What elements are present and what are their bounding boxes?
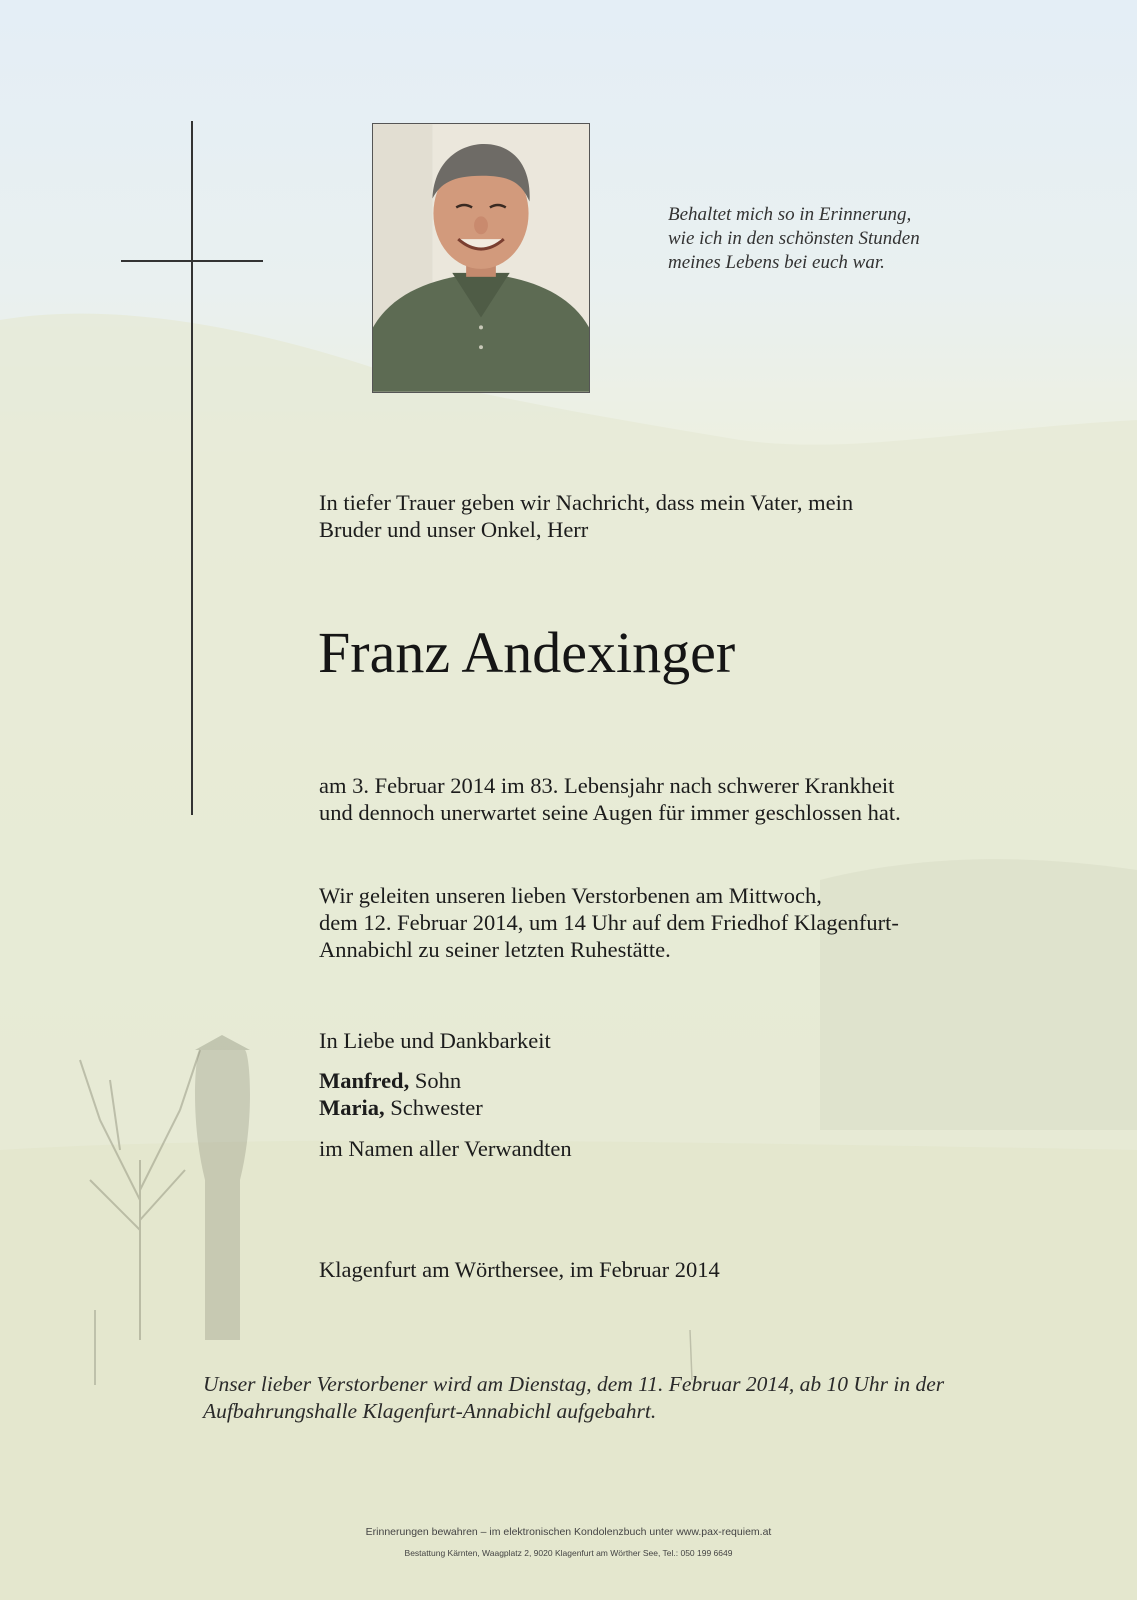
death-line: am 3. Februar 2014 im 83. Lebensjahr nach schwerer Krankheit xyxy=(319,773,895,798)
cross-vertical-bar xyxy=(191,121,193,815)
family-member-relation: Schwester xyxy=(384,1095,483,1120)
portrait-illustration xyxy=(373,124,589,392)
footer-funeral-home: Bestattung Kärnten, Waagplatz 2, 9020 Klagenfurt am Wörther See, Tel.: 050 199 6649 xyxy=(404,1548,733,1558)
cross-horizontal-bar xyxy=(121,260,263,262)
family-member-name: Manfred, xyxy=(319,1068,410,1093)
viewing-line: Unser lieber Verstorbener wird am Dienstag, dem 11. Februar 2014, ab 10 Uhr in der xyxy=(203,1372,945,1396)
family-member-relation: Sohn xyxy=(409,1068,462,1093)
relatives-line: im Namen aller Verwandten xyxy=(319,1136,572,1161)
intro-paragraph xyxy=(319,489,853,543)
footer-condolence-line: Erinnerungen bewahren – im elektronischen Kondolenzbuch unter www.pax-requiem.at xyxy=(365,1526,772,1538)
intro-line: In tiefer Trauer geben wir Nachricht, dass mein Vater, mein xyxy=(319,490,854,515)
funeral-line: Wir geleiten unseren lieben Verstorbenen am Mittwoch, xyxy=(319,883,822,908)
quote-line: wie ich in den schönsten Stunden xyxy=(668,228,920,249)
funeral-line: dem 12. Februar 2014, um 14 Uhr auf dem Friedhof Klagenfurt- xyxy=(319,910,899,935)
quote-line: meines Lebens bei euch war. xyxy=(668,252,885,273)
intro-line: Bruder und unser Onkel, Herr xyxy=(319,517,589,542)
family-member-name: Maria, xyxy=(319,1095,385,1120)
death-paragraph xyxy=(319,772,901,826)
viewing-notice xyxy=(203,1371,944,1425)
place-date: Klagenfurt am Wörthersee, im Februar 2014 xyxy=(319,1257,720,1282)
family-list xyxy=(319,1067,483,1121)
deceased-name: Franz Andexinger xyxy=(318,620,736,685)
viewing-line: Aufbahrungshalle Klagenfurt-Annabichl aufgebahrt. xyxy=(203,1399,657,1423)
funeral-line: Annabichl zu seiner letzten Ruhestätte. xyxy=(319,937,671,962)
portrait-photo xyxy=(372,123,590,393)
quote-line: Behaltet mich so in Erinnerung, xyxy=(668,204,912,225)
memorial-quote xyxy=(668,203,988,275)
family-member xyxy=(319,1067,483,1094)
death-line: und dennoch unerwartet seine Augen für immer geschlossen hat. xyxy=(319,800,901,825)
closing-phrase: In Liebe und Dankbarkeit xyxy=(319,1028,551,1053)
funeral-paragraph xyxy=(319,882,899,963)
family-member xyxy=(319,1094,483,1121)
